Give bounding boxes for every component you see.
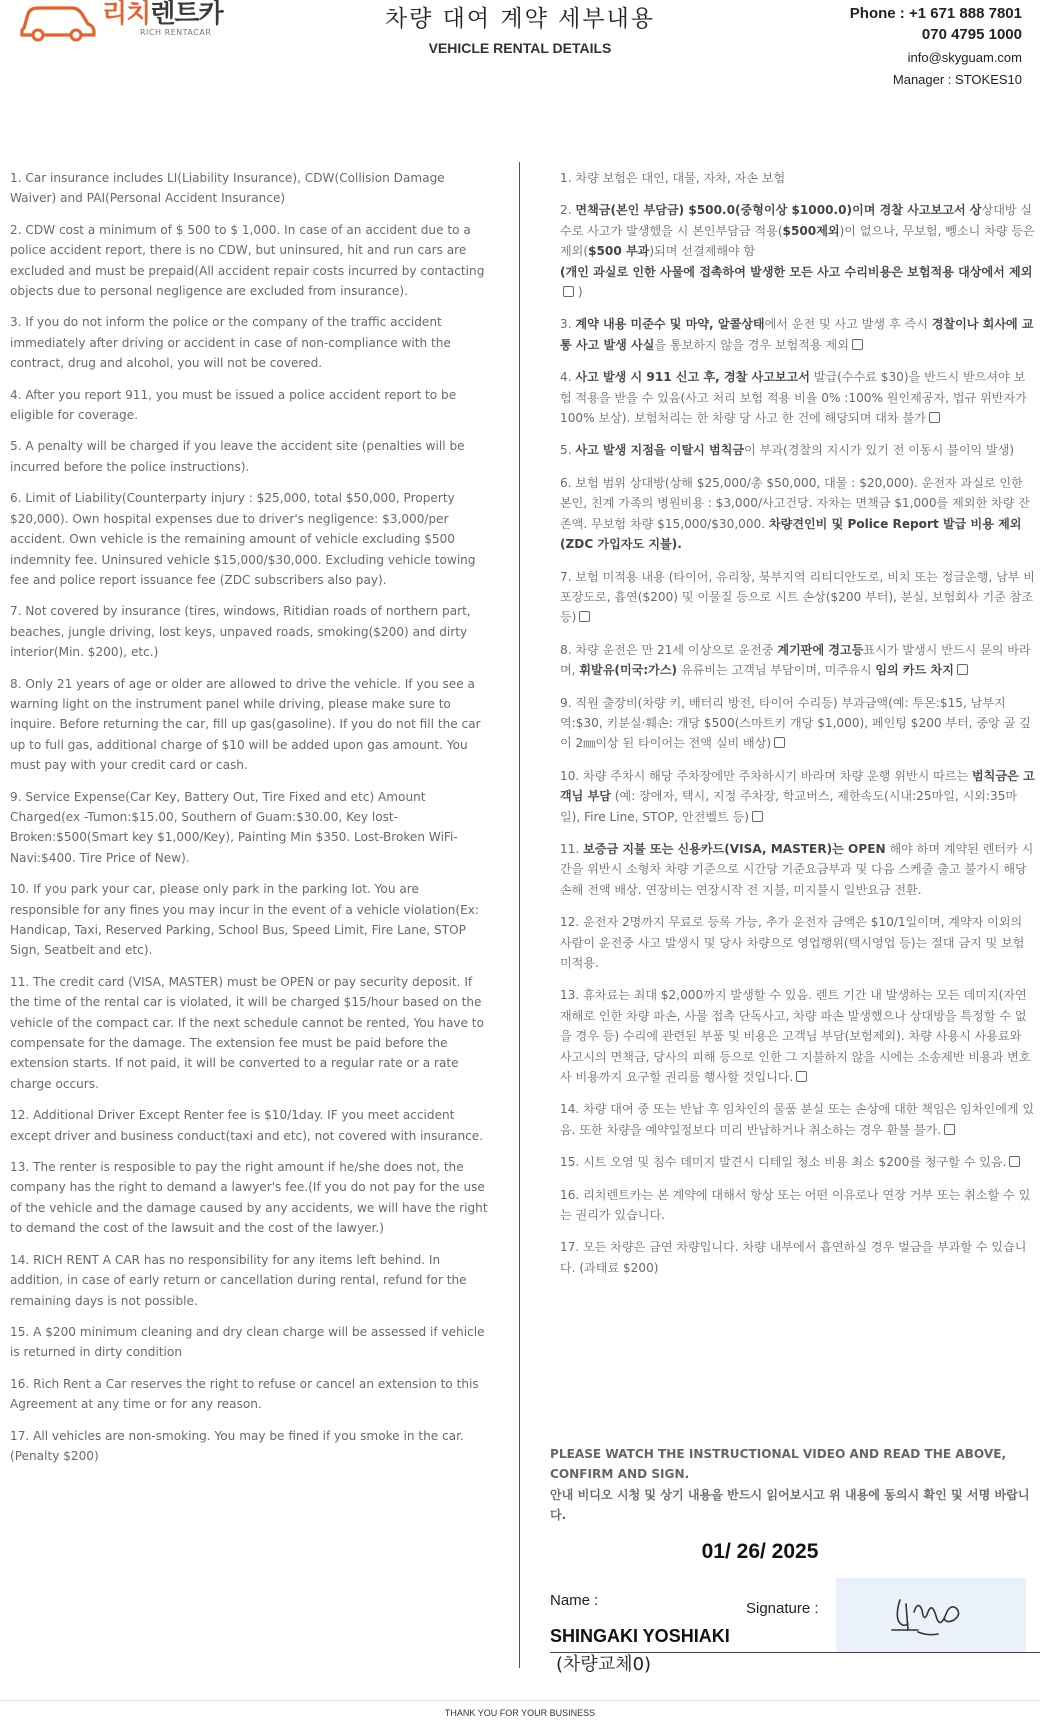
term-kr-10-checkbox[interactable]: [752, 811, 763, 822]
term-en-11: 11. The credit card (VISA, MASTER) must be OPEN or pay security deposit. If the time of the rental car is violated, it will be charged $15/hour based on the vehicle of the compact car. If the next schedule cannot be rented, You have to compensate for the damage. The extension fee must be paid before the extension starts. If not paid, it will be converted to a regular rate or a rate charge occurs.: [10, 974, 484, 1091]
signature-field[interactable]: [836, 1578, 1026, 1652]
term-kr-13-checkbox[interactable]: [796, 1071, 807, 1082]
terms-korean: [560, 168, 1036, 1290]
term-kr-9-checkbox[interactable]: [774, 737, 785, 748]
sign-notice-korean: 안내 비디오 시청 및 상기 내용을 반드시 읽어보시고 위 내용에 동의시 확인 및 서명 바랍니다.: [550, 1487, 1030, 1523]
logo-english-text: RICH RENTACAR: [140, 28, 212, 37]
term-kr-17: 17. 모든 차량은 금연 차량입니다. 차량 내부에서 흡연하실 경우 벌금을 부과할 수 있습니다. (과태료 $200): [560, 1240, 1027, 1275]
manager-name: Manager : STOKES10: [892, 72, 1022, 87]
term-kr-4-checkbox[interactable]: [929, 412, 940, 423]
footer-divider: [0, 1700, 1040, 1701]
logo-korean-text: 리치렌트카: [102, 0, 223, 29]
term-kr-2: 2. 면책금(본인 부담금) $500.0(중형이상 $1000.0)이며 경찰 사고보고서 상상대방 실수로 사고가 발생했을 시 본인부담금 적용($500제외)이 없으나, 무보험, 뺑소니 차량 등은 제외($500 부과)되며 선결제해야 함 (개인 과실로 인한 사물에 접촉하여 발생한 모든 사고 수리비용은 보험적용 대상에서 제외 ): [560, 203, 1035, 300]
term-kr-3: 3. 계약 내용 미준수 및 마약, 알콜상태에서 운전 및 사고 발생 후 즉시 경찰이나 회사에 교통 사고 발생 사실을 통보하지 않을 경우 보험적용 제외: [560, 317, 1034, 352]
term-en-7: 7. Not covered by insurance (tires, windows, Ritidian roads of northern part, beaches, jungle driving, lost keys, unpaved roads, smoking($200) and dirty interior(Min. $200), etc.): [10, 604, 471, 660]
term-kr-14-checkbox[interactable]: [944, 1124, 955, 1135]
term-en-13: 13. The renter is resposible to pay the right amount if he/she does not, the company has the right to demand a lawyer's fee.(If you do not pay for the use of the vehicle and the damage caused by any accidents, we will have the right to demand the cost of the lawsuit and the cost of the lawyer.): [10, 1160, 488, 1236]
term-kr-8-checkbox[interactable]: [957, 664, 968, 675]
term-en-17: 17. All vehicles are non-smoking. You may be fined if you smoke in the car. (Penalty $200): [10, 1428, 464, 1463]
term-en-4: 4. After you report 911, you must be issued a police accident report to be eligible for coverage.: [10, 387, 457, 423]
column-divider: [519, 162, 520, 1668]
sign-notice: [550, 1444, 1036, 1526]
signing-date: 01/ 26/ 2025: [701, 1540, 819, 1563]
phone-primary: Phone : +1 671 888 7801: [849, 5, 1022, 22]
term-kr-9: 9. 직원 출장비(차량 키, 배터리 방전, 타이어 수리등) 부과금액(예: 투몬:$15, 남부지역:$30, 키분실·훼손: 개당 $500(스마트키 개당 $1,000), 페인팅 $200 부터, 중앙 골 깊이 2㎜이상 된 타이어는 전액 실비 배상): [560, 695, 1031, 751]
term-kr-7-checkbox[interactable]: [579, 611, 590, 622]
term-en-10: 10. If you park your car, please only park in the parking lot. You are responsible for any fines you may incur in the event of a vehicle violation(Ex: Handicap, Taxi, Reserved Parking, School Bus, Speed Limit, Fire Lane, STOP Sign, Seatbelt and etc).: [10, 882, 479, 958]
renter-name: SHINGAKI YOSHIAKI: [550, 1626, 730, 1646]
term-en-14: 14. RICH RENT A CAR has no responsibility for any items left behind. In addition, in case of early return or cancellation during rental, refund for the remaining days is not possible.: [10, 1252, 467, 1308]
term-kr-12: 12. 운전자 2명까지 무료로 등록 가능, 추가 운전자 금액은 $10/1일이며, 계약자 이외의 사람이 운전중 사고 발생시 및 당사 차량으로 영업행위(택시영업 등)는 절대 금지 및 보험 미적용.: [560, 915, 1025, 970]
sign-notice-english: PLEASE WATCH THE INSTRUCTIONAL VIDEO AND READ THE ABOVE, CONFIRM AND SIGN.: [550, 1447, 1007, 1482]
name-label: Name :: [550, 1592, 599, 1609]
contact-email: info@skyguam.com: [907, 50, 1022, 65]
term-en-12: 12. Additional Driver Except Renter fee is $10/1day. IF you meet accident except driver and business conduct(taxi and etc), not covered with insurance.: [10, 1108, 484, 1143]
phone-secondary: 070 4795 1000: [921, 26, 1022, 43]
term-en-8: 8. Only 21 years of age or older are allowed to drive the vehicle. If you see a warning light on the instrument panel while driving, please make sure to inquire. Before returning the car, fill up gas(gasoline). If you do not fill the car up to full gas, additional charge of $10 will be added upon gas amount. You must pay with your credit card or cash.: [10, 676, 481, 773]
term-kr-1: 1. 차량 보험은 대인, 대물, 자차, 자손 보험: [560, 171, 786, 185]
term-kr-10: 10. 차량 주차시 해당 주차장에만 주차하시기 바라며 차량 운행 위반시 따르는 범칙금은 고객님 부담 (예: 장애자, 택시, 지정 주차장, 학교버스, 제한속도(시내:25마일, 시외:35마일), Fire Line, STOP, 안전벨트 등): [560, 768, 1035, 824]
footer-text: THANK YOU FOR YOUR BUSINESS: [444, 1708, 596, 1718]
term-kr-7: 7. 보험 미적용 내용 (타이어, 유리창, 북부지역 리티디안도로, 비치 또는 정글운행, 남부 비포장도로, 흡연($200) 및 이물질 등으로 시트 손상($200 부터), 분실, 보험회사 기준 참조 등): [560, 569, 1035, 625]
term-kr-14: 14. 차량 대여 중 또는 반납 후 임차인의 물품 분실 또는 손상에 대한 책임은 임차인에게 있음. 또한 차량을 예약일정보다 미리 반납하거나 취소하는 경우 환불 불가.: [560, 1102, 1035, 1137]
terms-english: [10, 168, 488, 1477]
term-kr-13: 13. 휴차료는 최대 $2,000까지 발생할 수 있음. 렌트 기간 내 발생하는 모든 데미지(자연재해로 인한 차량 파손, 사물 접촉 단독사고, 차량 파손 발생했으나 상대방을 특정할 수 없을 경우 등) 수리에 관련된 부품 및 비용은 고객님 부담(보험제외). 차량 사용시 사용료와 사고시의 면책금, 당사의 피해 등으로 인한 그 지불하지 않을 시에는 소송제반 비용과 변호사 비용까지 요구할 권리를 행사할 것입니다.: [560, 988, 1031, 1085]
term-kr-2-checkbox[interactable]: [563, 286, 574, 297]
term-kr-8: 8. 차량 운전은 만 21세 이상으로 운전중 계기판에 경고등표시가 발생시 반드시 문의 바라며, 휘발유(미국:가스) 유류비는 고객님 부담이며, 미주유시 임의 카드 차지: [560, 642, 1031, 678]
term-en-2: 2. CDW cost a minimum of $ 500 to $ 1,000. In case of an accident due to a police accident report, there is no CDW, but uninsured, hit and run cars are excluded and must be prepaid(All accident repair costs incurred by contacting objects due to personal negligence are excluded from insurance).: [10, 222, 485, 299]
term-en-15: 15. A $200 minimum cleaning and dry clean charge will be assessed if vehicle is returned in dirty condition: [10, 1324, 485, 1360]
term-en-9: 9. Service Expense(Car Key, Battery Out, Tire Fixed and etc) Amount Charged(ex -Tumon:$15.00, Southern of Guam:$30.00, Key lost-Broken:$500(Smart key $1,000/Key), Painting Min $350. Lost-Broken WiFi-Navi:$400. Tire Price of New).: [10, 789, 458, 865]
term-kr-15-checkbox[interactable]: [1009, 1156, 1020, 1167]
term-en-6: 6. Limit of Liability(Counterparty injury : $25,000, total $50,000, Property $20,000). Own hospital expenses due to driver's negligence: $3,000/per accident. Own vehicle is the remaining amount of vehicle excluding $500 indemnity fee. Uninsured vehicle $15,000/$30,000. Excluding vehicle towing fee and police report issuance fee (ZDC subscribers also pay).: [10, 491, 476, 587]
term-kr-3-checkbox[interactable]: [852, 339, 863, 350]
page-title-english: VEHICLE RENTAL DETAILS: [428, 40, 612, 56]
term-en-5: 5. A penalty will be charged if you leave the accident site (penalties will be incurred before the police instructions).: [10, 439, 465, 474]
term-kr-6: 6. 보험 범위 상대방(상해 $25,000/총 $50,000, 대물 : $20,000). 운전자 과실로 인한 본인, 친계 가족의 병원비용 : $3,000/사고건당. 자차는 면책금 $1,000를 제외한 차량 잔존액. 무보험 차량 $15,000/$30,000. 차량견인비 및 Police Report 발급 비용 제외 (ZDC 가입자도 지불).: [560, 475, 1030, 552]
term-kr-5: 5. 사고 발생 지점을 이탈시 범칙금이 부과(경찰의 지시가 있기 전 이동시 불이익 발생): [560, 443, 1015, 458]
term-kr-16: 16. 리치렌트카는 본 계약에 대해서 항상 또는 어떤 이유로나 연장 거부 또는 취소할 수 있는 권리가 있습니다.: [560, 1187, 1031, 1223]
term-kr-11: 11. 보증금 지불 또는 신용카드(VISA, MASTER)는 OPEN 해야 하며 계약된 렌터카 시간을 위반시 소형차 차량 기준으로 시간당 기준요금부과 및 다음 스케줄 출고 불가시 해당 손해 전액 배상. 연장비는 연장시작 전 지불, 미지불시 일반요금 전환.: [560, 841, 1034, 897]
term-kr-15: 15. 시트 오염 및 침수 데미지 발견시 디테일 청소 비용 최소 $200를 청구할 수 있음.: [560, 1152, 1036, 1172]
term-en-1: 1. Car insurance includes LI(Liability Insurance), CDW(Collision Damage Waiver) and PAI(Personal Accident Insurance): [10, 171, 445, 206]
term-en-3: 3. If you do not inform the police or the company of the traffic accident immediately after driving or accident in case of non-compliance with the contract, drug and alcohol, you will not be covered.: [10, 315, 451, 371]
term-kr-4: 4. 사고 발생 시 911 신고 후, 경찰 사고보고서 발급(수수료 $30)을 반드시 받으셔야 보험 적용을 받을 수 있음(사고 처리 보험 적용 비율 0% :100% 원인제공자, 법규 위반자가 100% 보상). 보험처리는 한 차량 당 사고 한 건에 해당되며 대차 불가: [560, 370, 1027, 426]
signature-scribble-icon: [888, 1590, 978, 1640]
contact-block: [850, 4, 1022, 90]
page-title-korean: 차량 대여 계약 세부내용: [384, 6, 656, 32]
renter-name-note: (차량교체0): [556, 1654, 652, 1675]
signature-label: Signature :: [746, 1600, 819, 1617]
term-en-16: 16. Rich Rent a Car reserves the right to refuse or cancel an extension to this Agreement at any time or for any reason.: [10, 1376, 479, 1412]
